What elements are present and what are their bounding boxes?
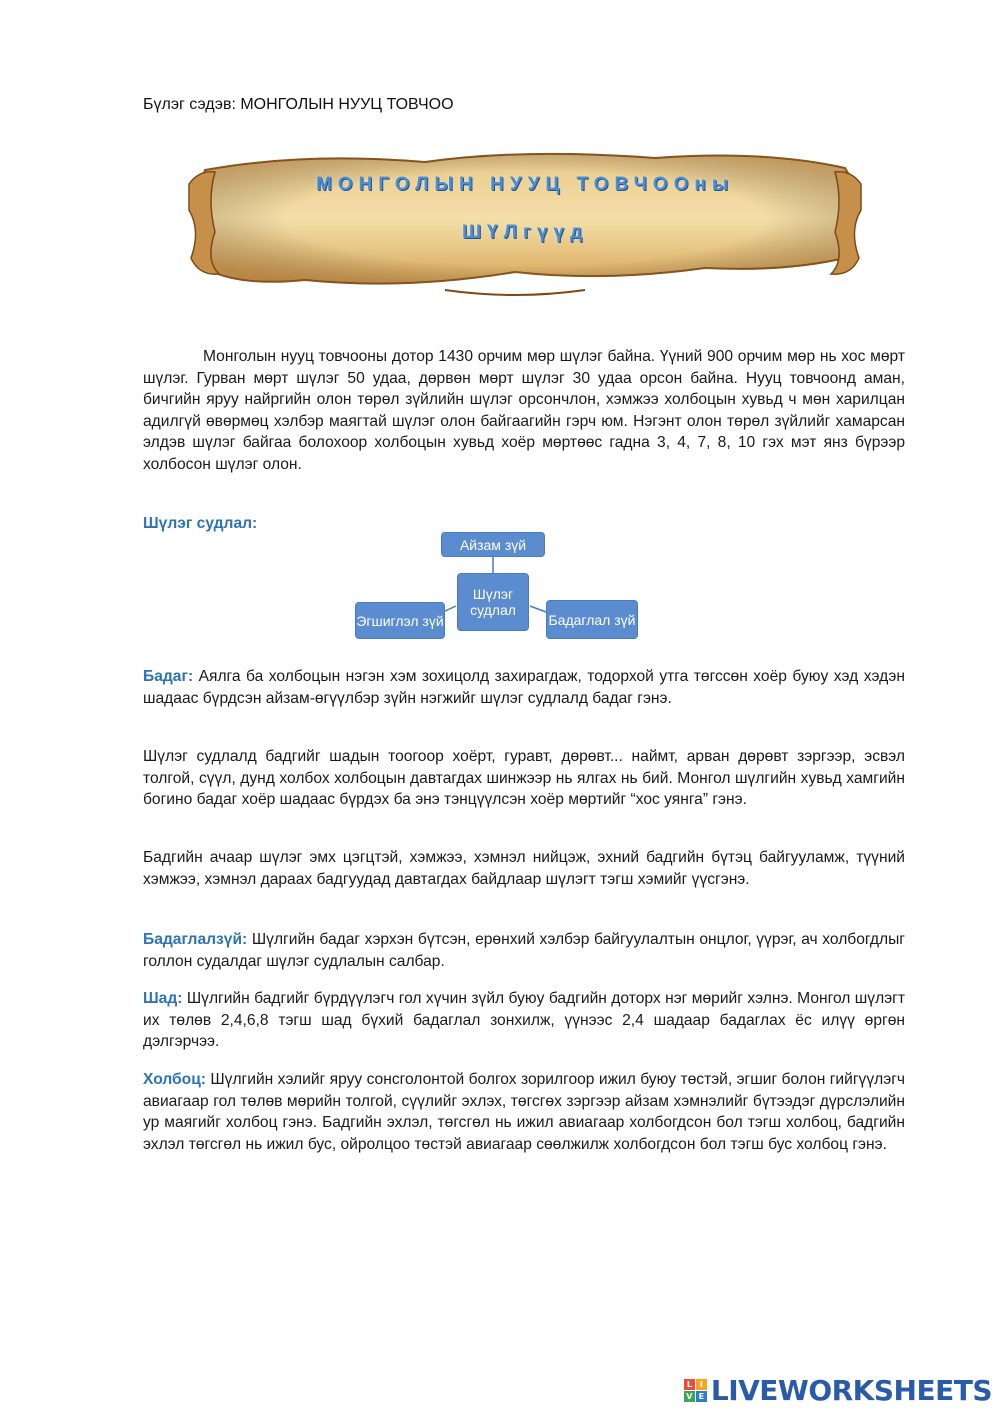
logo-letter-v: V: [684, 1391, 695, 1402]
kholbots-text: Шүлгийн хэлийг яруу сонсголонтой болгох зорилгоор ижил буюу төстэй, эгшиг болон гийгүүлэгч авиагаар гол төлөв мөрийн толгой, сүүлийг эхлэх, төгсгөх зэргээр айзам хэмнэлийг бүтээдэг дүрслэлийн ур маягийг холбоц гэнэ. Бадгийн эхлэл, төгсгөл нь ижил авиагаар холбогдсон бол тэгш холбоц, бадгийн эхлэл төгсгөл нь ижил бус, ойролцоо төстэй авиагаар сөөлжилж холбогдсон бол тэгш бус холбоц гэнэ.: [143, 1071, 905, 1153]
intro-paragraph: Монголын нууц товчооны дотор 1430 орчим мөр шүлэг байна. Үүний 900 орчим мөр нь хос мөрт шүлэг. Гурван мөрт шүлэг 50 удаа, дөрвөн мөрт шүлэг 30 удаа орсон байна. Нууц товчоонд аман, бичгийн яруу найргийн олон төрөл зүйлийн шүлэг орсончлон, хэмжээ холбоцын хувьд ч мөн харилцан адилгүй өвөрмөц хэлбэр маягтай шүлэг олон байгаагийн гэрч юм. Нэгэнт олон төрөл зүйлийг хамарсан элдэв шүлэг байгаа болохоор холбоцын хувьд хоёр мөртөөс гадна 3, 4, 7, 8, 10 гэх мэт янз бүрээр холбосон шүлэг олон.: [143, 348, 905, 473]
liveworksheets-logo: [684, 1374, 992, 1407]
kholbots-term: Холбоц:: [143, 1071, 206, 1088]
shad-paragraph: [143, 988, 905, 1053]
badag-classification-paragraph: Шүлэг судлалд бадгийг шадын тоогоор хоёрт, гуравт, дөрөвт... наймт, арван дөрөвт зэргээр, эсвэл толгой, сүүл, дунд холбох холбоцын давтагдах шинжээр нь ялгах нь бий. Монгол шүлгийн хувьд хамгийн богино бадаг хоёр шадаас бүрдэх ба энэ тэнцүүлсэн хоёр мөртийг “хос уянга” гэнэ.: [143, 748, 905, 809]
shad-text: Шүлгийн бадгийг бүрдүүлэгч гол хүчин зүйл буюу бадгийн доторх нэг мөрийг хэлнэ. Монгол шүлэгт их төлөв 2,4,6,8 тэгш шад бүхий бадаглал зонхилж, үүнээс 2,4 шадаар бадаглах ёс илүү өргөн дэлгэрчээ.: [143, 990, 905, 1051]
diagram-node-aizam: Айзам зүй: [441, 532, 545, 557]
diagram-node-center: Шүлэг судлал: [457, 573, 529, 631]
logo-wordmark: LIVEWORKSHEETS: [710, 1374, 992, 1407]
logo-letter-i: I: [696, 1379, 707, 1390]
badag-term: Бадаг:: [143, 668, 194, 685]
diagram-node-badaglal: Бадаглал зүй: [546, 600, 638, 639]
logo-letter-l: L: [684, 1379, 695, 1390]
diagram-heading: Шүлэг судлал:: [143, 515, 258, 532]
topic-title: Бүлэг сэдэв: МОНГОЛЫН НУУЦ ТОВЧОО: [143, 96, 454, 113]
shad-term: Шад:: [143, 990, 183, 1007]
badaglalzui-text: Шүлгийн бадаг хэрхэн бүтсэн, ерөнхий хэлбэр байгуулалтын онцлог, үүрэг, ач холбогдлыг голлон судалдаг шүлэг судлалын салбар.: [143, 931, 905, 970]
logo-mark: [684, 1379, 707, 1402]
badag-function-paragraph: Бадгийн ачаар шүлэг эмх цэгцтэй, хэмжээ, хэмнэл нийцэж, эхний бадгийн бүтэц байгууламж, түүний хэмжээ, хэмнэл дараах бадгуудад давтагдах байдлаар шүлэгт тэгш хэмийг үүсгэнэ.: [143, 849, 905, 888]
kholbots-paragraph: [143, 1069, 905, 1155]
banner-title-line1: МОНГОЛЫН НУУЦ ТОВЧООны: [315, 174, 735, 195]
badag-text: Аялга ба холбоцын нэгэн хэм зохицолд захирагдаж, тодорхой утга төгссөн хоёр буюу хэд хэдэн шадаас бүрдсэн айзам-өгүүлбэр зүйн нэгжийг шүлэг судлалд бадаг гэнэ.: [143, 668, 905, 707]
logo-letter-e: E: [696, 1391, 707, 1402]
badaglalzui-paragraph: [143, 929, 905, 972]
badaglalzui-term: Бадаглалзүй:: [143, 931, 248, 948]
badag-paragraph: [143, 666, 905, 709]
banner-title-line2: ШҮЛгүүд: [461, 222, 589, 243]
diagram-node-egshiglel: Эгшиглэл зүй: [355, 602, 445, 639]
